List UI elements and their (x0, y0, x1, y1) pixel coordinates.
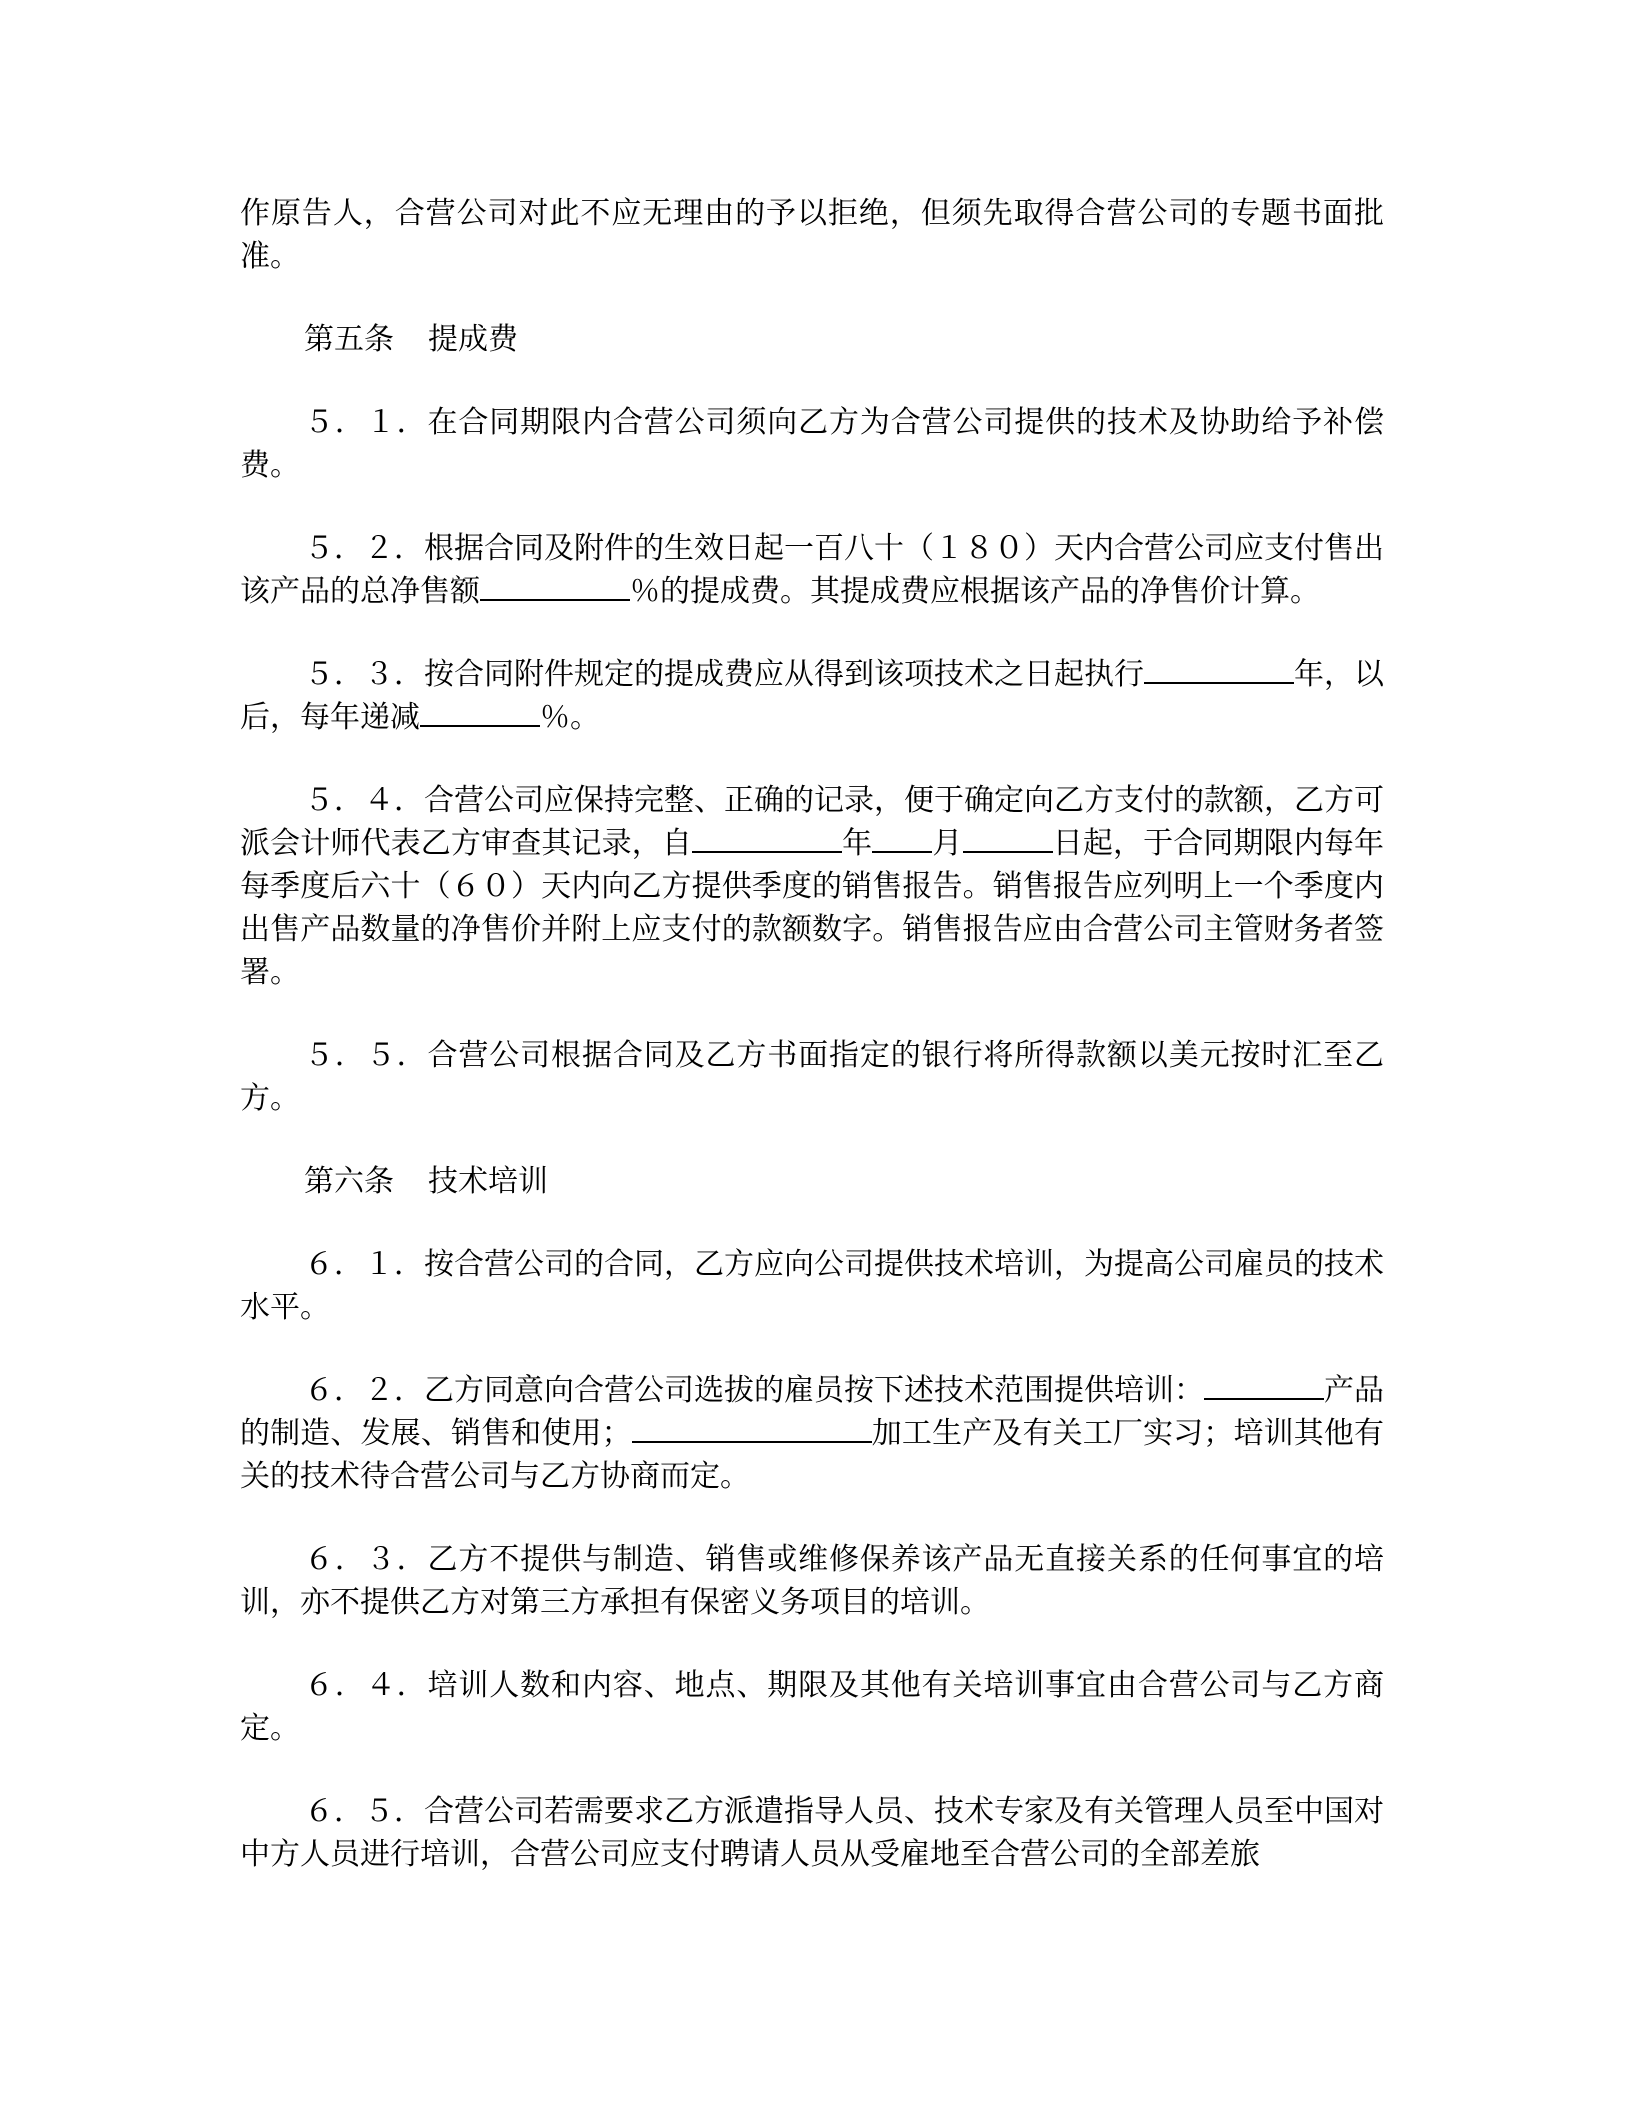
clause-text: ５．５．合营公司根据合同及乙方书面指定的银行将所得款额以美元按时汇至乙方。 (240, 1038, 1384, 1116)
document-page (240, 192, 1384, 1916)
fill-in-blank (872, 823, 932, 853)
clause-text: ６．２．乙方同意向合营公司选拔的雇员按下述技术范围提供培训： (304, 1373, 1204, 1408)
clause-paragraph (240, 527, 1384, 613)
clause-text: ６．５．合营公司若需要求乙方派遣指导人员、技术专家及有关管理人员至中国对中方人员进行培训，合营公司应支付聘请人员从受雇地至合营公司的全部差旅 (240, 1794, 1384, 1872)
fill-in-blank (420, 697, 540, 727)
article-title: 技术培训 (428, 1164, 548, 1199)
clause-text: ５．４．合营公司应保持完整、正确的记录，便于确定向乙方支付的款额，乙方可派会计师代表乙方审查其记录，自 (240, 783, 1384, 861)
clause-text: 加工生产及有关工厂实习；培训其他有关的技术待合营公司与乙方协商而定。 (240, 1416, 1385, 1494)
article-number: 第五条 (304, 322, 394, 357)
article-heading (240, 318, 1384, 361)
fill-in-blank (632, 1413, 872, 1443)
fill-in-blank (692, 823, 842, 853)
clause-paragraph (240, 1369, 1384, 1498)
fill-in-blank (1204, 1370, 1324, 1400)
clause-text: ６．３．乙方不提供与制造、销售或维修保养该产品无直接关系的任何事宜的培训，亦不提供乙方对第三方承担有保密义务项目的培训。 (240, 1542, 1384, 1620)
clause-paragraph (240, 192, 1384, 278)
clause-text: 日起，于合同期限内每年每季度后六十（６０）天内向乙方提供季度的销售报告。销售报告应列明上一个季度内出售产品数量的净售价并附上应支付的款额数字。销售报告应由合营公司主管财务者签署。 (240, 826, 1385, 990)
fill-in-blank (963, 823, 1053, 853)
clause-text: 月 (932, 826, 963, 861)
fill-in-blank (1144, 654, 1294, 684)
clause-paragraph (240, 401, 1384, 487)
clause-paragraph (240, 1538, 1384, 1624)
clause-text: ５．３．按合同附件规定的提成费应从得到该项技术之日起执行 (304, 657, 1144, 692)
clause-text: ６．４．培训人数和内容、地点、期限及其他有关培训事宜由合营公司与乙方商定。 (240, 1668, 1384, 1746)
clause-paragraph (240, 1664, 1384, 1750)
article-heading (240, 1160, 1384, 1203)
clause-paragraph (240, 1034, 1384, 1120)
clause-text: ％。 (540, 700, 600, 735)
clause-text: 年，以后，每年递减 (240, 657, 1384, 735)
clause-text: 产品的制造、发展、销售和使用； (240, 1373, 1384, 1451)
clause-text: 作原告人，合营公司对此不应无理由的予以拒绝，但须先取得合营公司的专题书面批准。 (240, 196, 1384, 274)
clause-text: ％的提成费。其提成费应根据该产品的净售价计算。 (630, 574, 1320, 609)
clause-text: 年 (842, 826, 873, 861)
clause-text: ６．１．按合营公司的合同，乙方应向公司提供技术培训，为提高公司雇员的技术水平。 (240, 1247, 1384, 1325)
clause-text: ５．２．根据合同及附件的生效日起一百八十（１８０）天内合营公司应支付售出该产品的总净售额 (240, 531, 1384, 609)
clause-paragraph (240, 779, 1384, 994)
clause-text: ５．１．在合同期限内合营公司须向乙方为合营公司提供的技术及协助给予补偿费。 (240, 405, 1384, 483)
clause-paragraph (240, 653, 1384, 739)
clause-paragraph (240, 1790, 1384, 1876)
article-number: 第六条 (304, 1164, 394, 1199)
clause-paragraph (240, 1243, 1384, 1329)
article-title: 提成费 (428, 322, 518, 357)
fill-in-blank (480, 571, 630, 601)
